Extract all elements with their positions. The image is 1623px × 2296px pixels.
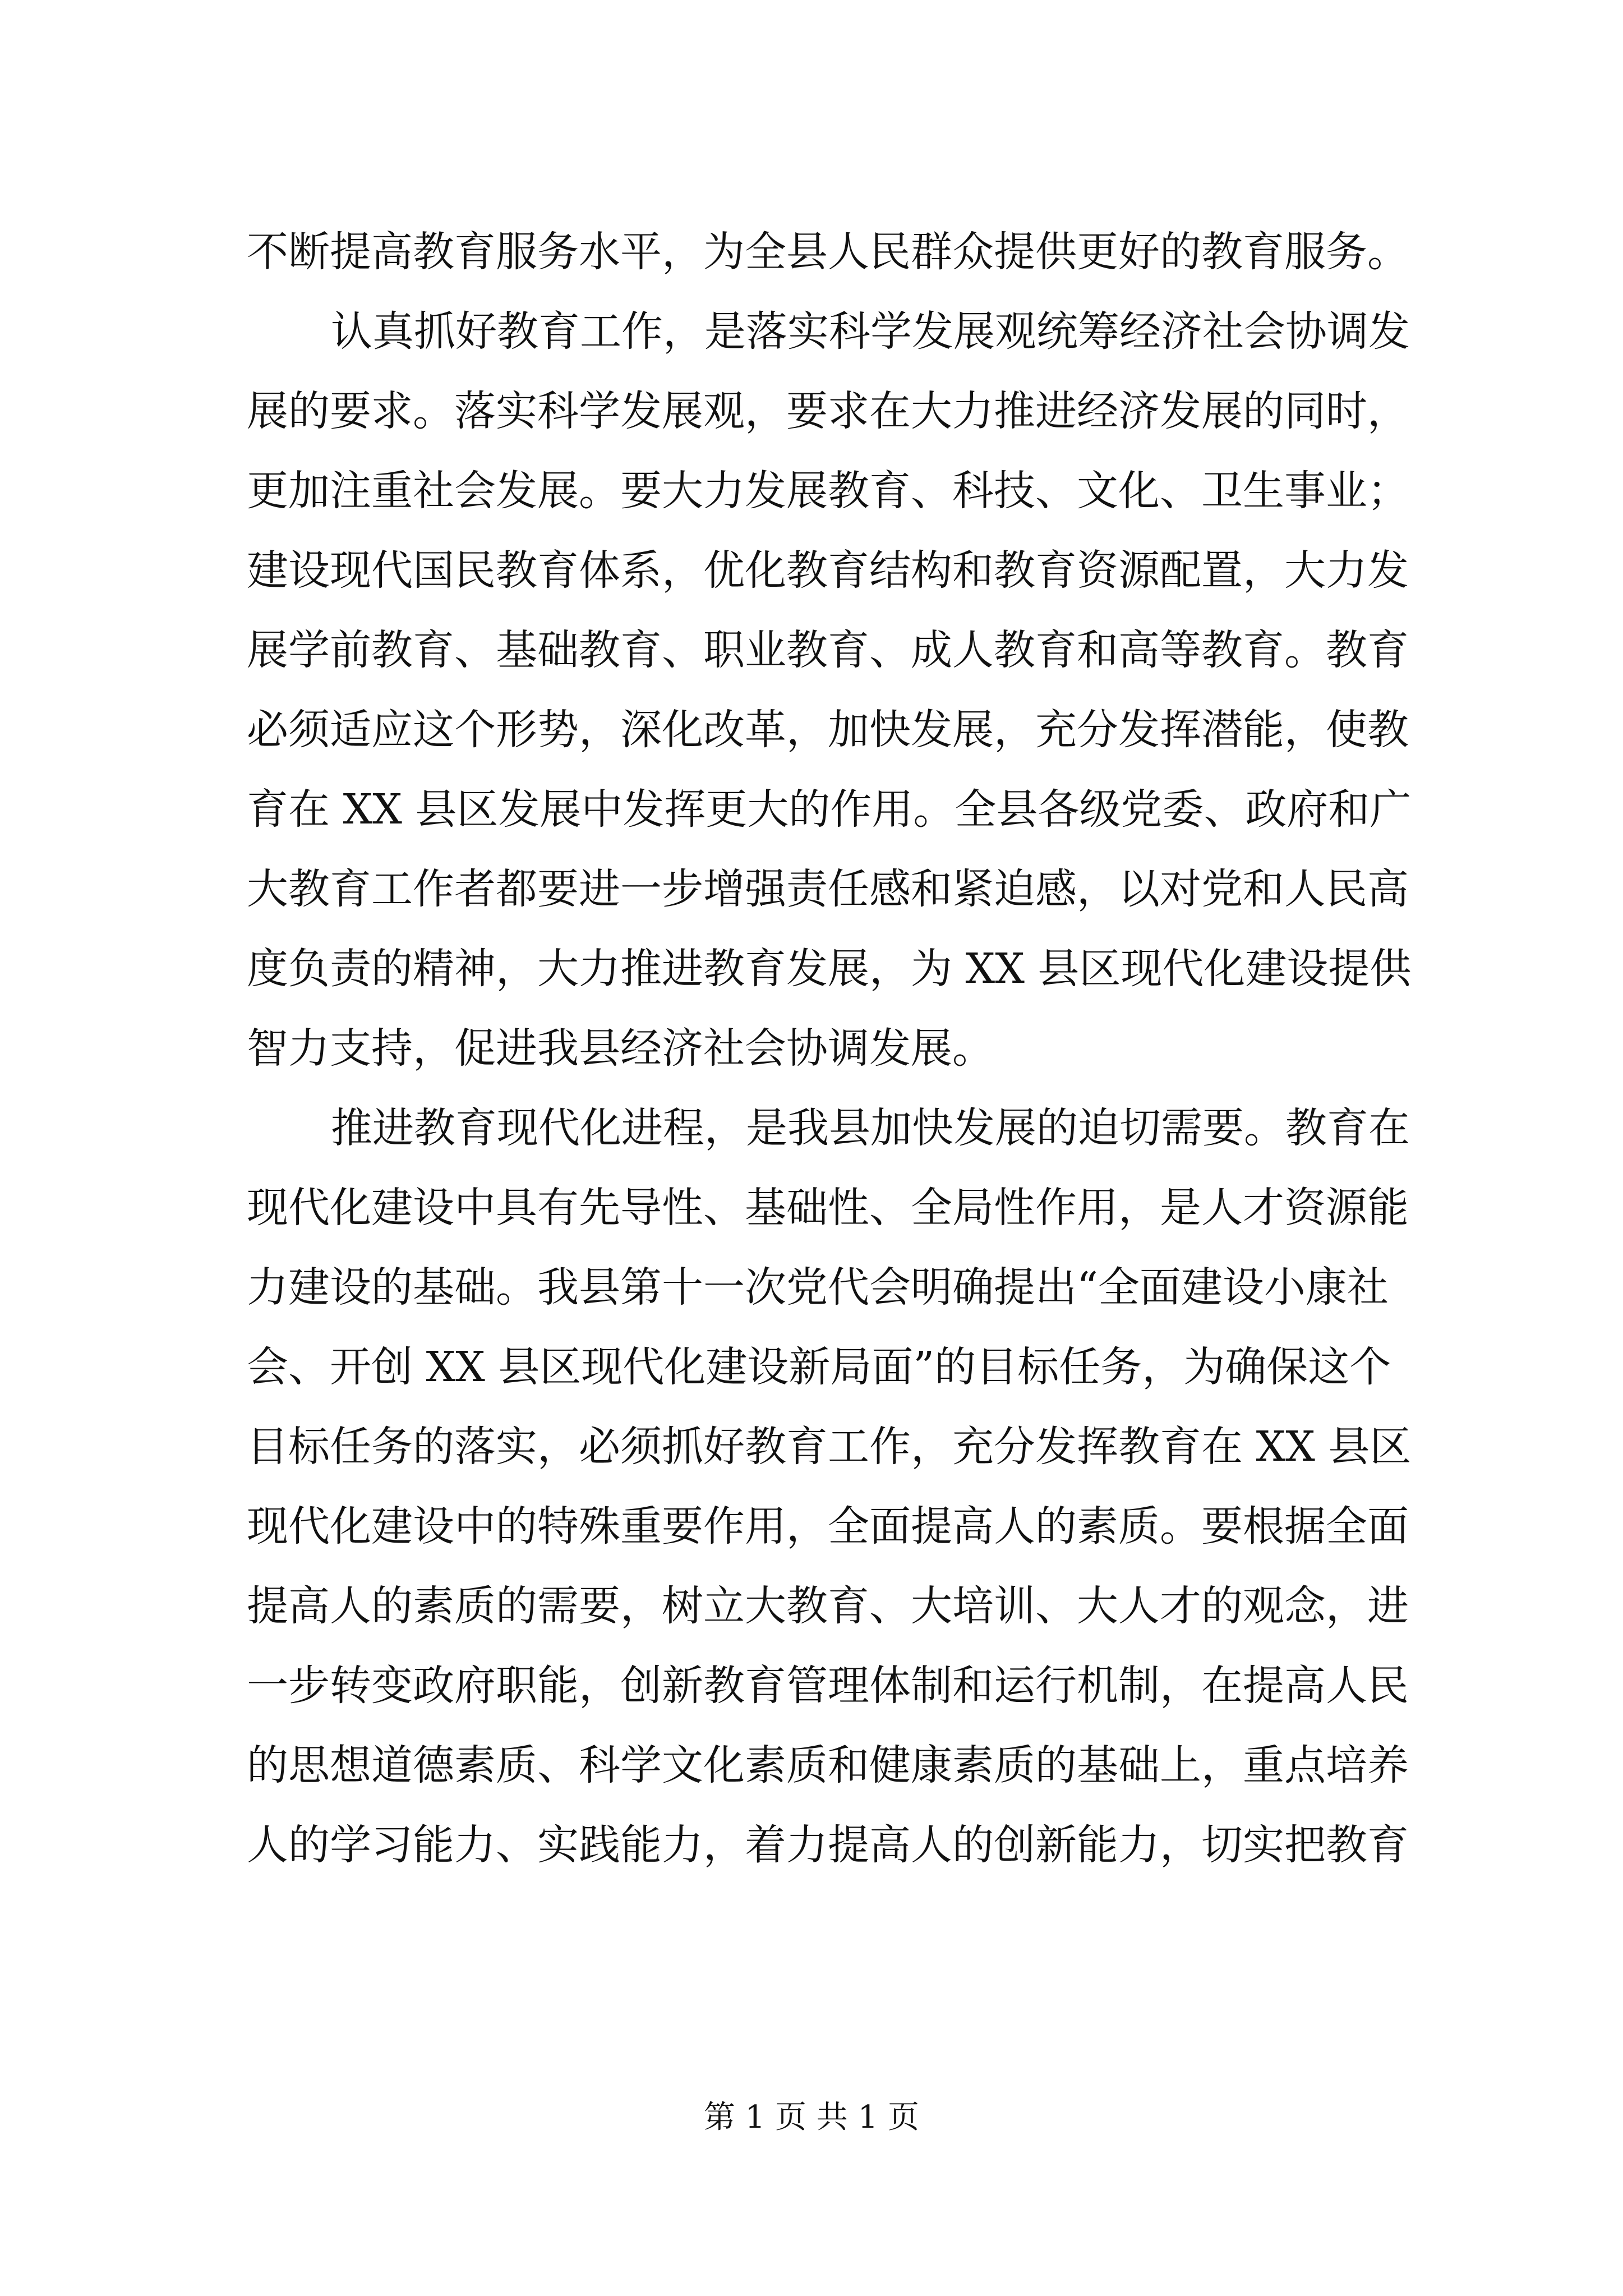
text-line: 展学前教育、基础教育、职业教育、成人教育和高等教育。教育 (247, 626, 1409, 674)
paragraph-last-line: 智力支持，促进我县经济社会协调发展。 (247, 1024, 994, 1073)
text-line: 必须适应这个形势，深化改革，加快发展，充分发挥潜能，使教 (247, 706, 1409, 754)
paragraph-first-line: 推进教育现代化进程，是我县加快发展的迫切需要。教育在 (331, 1104, 1410, 1152)
text-line: 会、开创 XX 县区现代化建设新局面”的目标任务，为确保这个 (247, 1343, 1391, 1391)
text-line: 现代化建设中的特殊重要作用，全面提高人的素质。要根据全面 (247, 1502, 1409, 1550)
text-line: 目标任务的落实，必须抓好教育工作，充分发挥教育在 XX 县区 (247, 1423, 1412, 1471)
text-line: 现代化建设中具有先导性、基础性、全局性作用，是人才资源能 (247, 1184, 1409, 1232)
text-line: 力建设的基础。我县第十一次党代会明确提出“全面建设小康社 (247, 1263, 1389, 1312)
text-line: 一步转变政府职能，创新教育管理体制和运行机制，在提高人民 (247, 1662, 1409, 1710)
text-line: 度负责的精神，大力推进教育发展，为 XX 县区现代化建设提供 (247, 945, 1412, 993)
paragraph-first-line: 认真抓好教育工作，是落实科学发展观统筹经济社会协调发 (331, 307, 1410, 356)
text-line: 建设现代国民教育体系，优化教育结构和教育资源配置，大力发 (247, 546, 1409, 595)
text-line: 展的要求。落实科学发展观，要求在大力推进经济发展的同时， (247, 387, 1409, 435)
text-line: 不断提高教育服务水平，为全县人民群众提供更好的教育服务。 (247, 228, 1409, 276)
text-line: 更加注重社会发展。要大力发展教育、科技、文化、卫生事业； (247, 467, 1409, 515)
text-line: 人的学习能力、实践能力，着力提高人的创新能力，切实把教育 (247, 1821, 1409, 1869)
text-line: 提高人的素质的需要，树立大教育、大培训、大人才的观念，进 (247, 1582, 1409, 1630)
text-line: 的思想道德素质、科学文化素质和健康素质的基础上，重点培养 (247, 1741, 1409, 1789)
text-line: 大教育工作者都要进一步增强责任感和紧迫感，以对党和人民高 (247, 865, 1409, 913)
body-text (247, 212, 1412, 1885)
text-line: 育在 XX 县区发展中发挥更大的作用。全县各级党委、政府和广 (247, 785, 1412, 834)
page-footer: 第 1 页 共 1 页 (703, 2099, 920, 2136)
